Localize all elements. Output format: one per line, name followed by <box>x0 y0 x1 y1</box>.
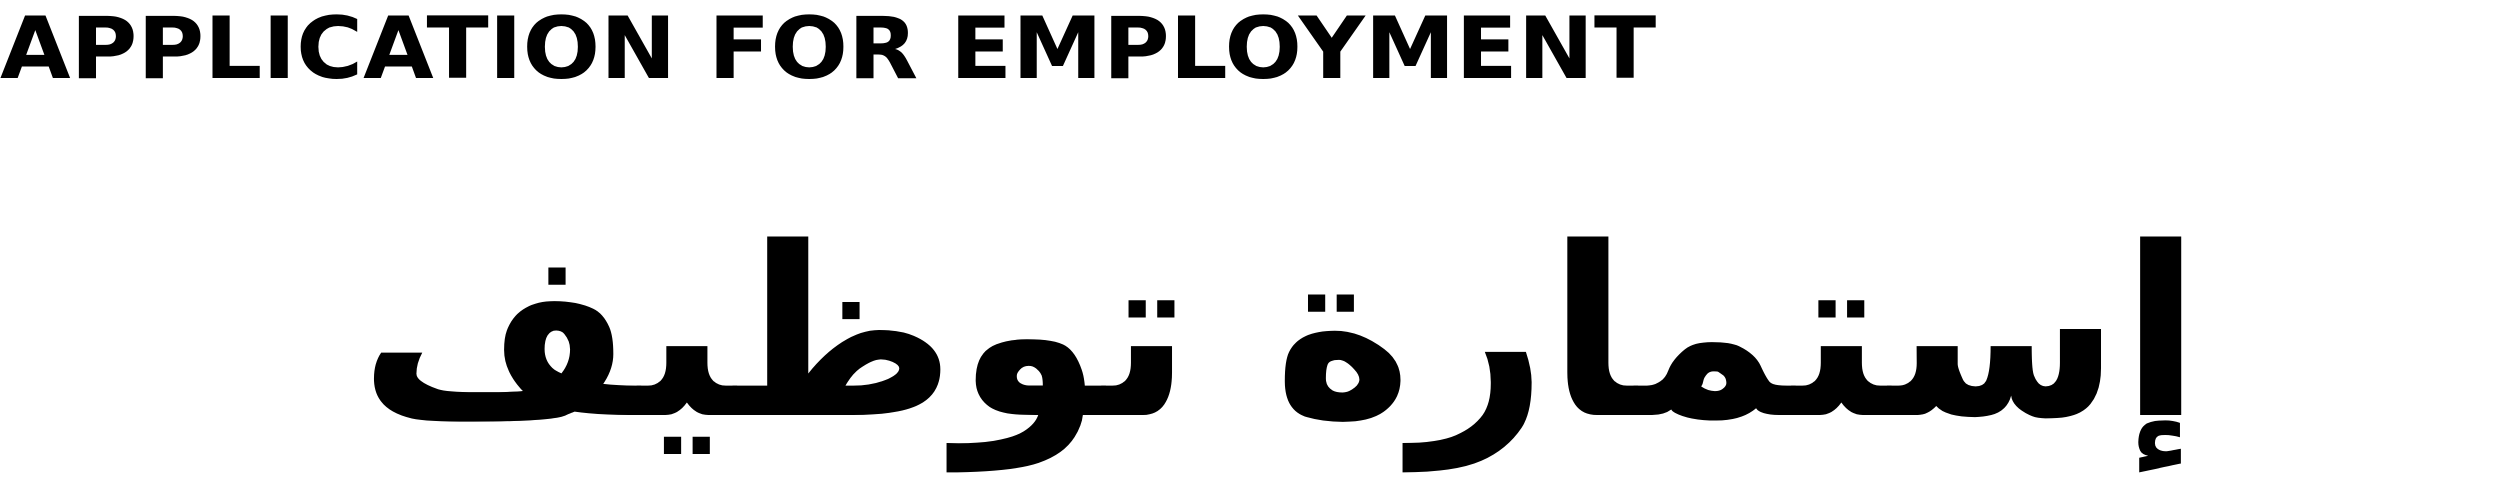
title-english: APPLICATION FOR EMPLOYMENT <box>0 0 1657 99</box>
title-arabic: إستمارة توظيف <box>359 198 2201 471</box>
